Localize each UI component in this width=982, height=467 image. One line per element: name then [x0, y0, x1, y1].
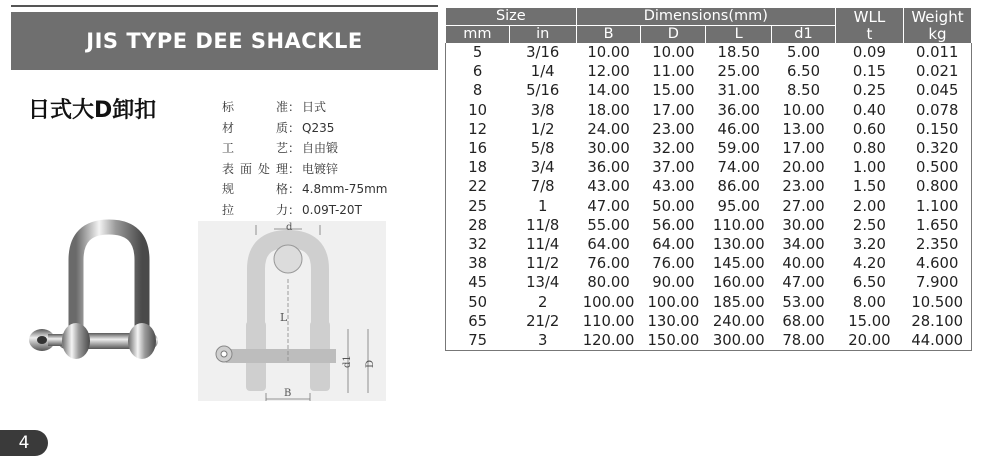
- spec-value: 日式: [302, 100, 327, 114]
- table-cell: 2: [537, 293, 548, 311]
- table-row: [446, 216, 972, 235]
- table-body: [446, 43, 972, 351]
- spec-label-char: 格: [275, 182, 288, 196]
- spec-label-char: 面: [239, 161, 252, 176]
- table-cell: 0.078: [903, 101, 971, 120]
- table-cell: 28.100: [903, 312, 971, 331]
- table-cell: 1.50: [852, 178, 886, 196]
- table-cell: 185.00: [712, 293, 765, 311]
- table-cell: 17.00: [652, 101, 695, 119]
- table-cell: 130.00: [647, 312, 700, 330]
- spec-label: [222, 138, 288, 159]
- table-cell: 28: [446, 216, 510, 235]
- table-cell: 45: [446, 273, 510, 292]
- table-cell: 34.00: [782, 236, 825, 254]
- spec-label-char: 质: [275, 120, 288, 135]
- table-cell: 1: [537, 197, 548, 215]
- shackle-photo: [18, 215, 178, 390]
- table-cell: 18.50: [717, 44, 760, 61]
- table-cell: 7/8: [530, 178, 555, 196]
- spec-label-char: 准: [275, 100, 288, 114]
- table-cell: 78.00: [772, 331, 836, 351]
- table-cell: 30.00: [587, 140, 630, 158]
- table-row: [446, 101, 972, 120]
- table-cell: 0.011: [903, 43, 971, 62]
- table-cell: 40.00: [782, 255, 825, 273]
- table-row: [446, 254, 972, 273]
- table-row: [446, 43, 972, 62]
- header-wll-unit: t: [866, 24, 873, 43]
- table-cell: 20.00: [782, 159, 825, 177]
- table-cell: 10.00: [587, 44, 630, 61]
- table-cell: 8.00: [852, 293, 886, 311]
- page-number: 4: [18, 433, 30, 453]
- spec-list: [222, 97, 387, 220]
- table-cell: 110.00: [582, 312, 635, 330]
- table-cell: 16: [446, 139, 510, 158]
- table-cell: 36.00: [717, 101, 760, 119]
- table-cell: 95.00: [717, 197, 760, 215]
- table-cell: 0.320: [903, 139, 971, 158]
- table-cell: 110.00: [712, 216, 765, 234]
- spec-label-char: 处: [257, 161, 270, 176]
- table-cell: 5.00: [787, 44, 820, 61]
- table-cell: 23.00: [782, 178, 825, 196]
- subheader-l: L: [706, 26, 772, 44]
- spec-value: 自由锻: [302, 141, 339, 155]
- table-cell: 300.00: [706, 331, 772, 351]
- table-cell: 36.00: [587, 159, 630, 177]
- table-cell: 30.00: [782, 216, 825, 234]
- table-cell: 145.00: [712, 255, 765, 273]
- table-cell: 160.00: [712, 274, 765, 292]
- table-row: [446, 235, 972, 254]
- spec-table: [445, 8, 972, 351]
- table-cell: 4.20: [852, 255, 886, 273]
- dim-label-d: d: [286, 222, 293, 233]
- product-title-en: JIS TYPE DEE SHACKLE: [86, 29, 363, 53]
- product-title-bar: [11, 12, 438, 70]
- spec-label-char: 表: [222, 161, 235, 176]
- spec-label-char: 工: [222, 141, 235, 155]
- table-cell: 0.021: [903, 62, 971, 81]
- table-cell: 37.00: [652, 159, 695, 177]
- top-rule: [11, 5, 438, 7]
- table-cell: 12: [446, 120, 510, 139]
- header-weight-label: Weight: [911, 7, 964, 26]
- spec-row: [222, 179, 387, 200]
- table-cell: 47.00: [587, 197, 630, 215]
- table-cell: 20.00: [835, 331, 903, 351]
- table-cell: 11/4: [526, 236, 560, 254]
- table-row: [446, 177, 972, 196]
- spec-row: [222, 118, 387, 139]
- table-row: [446, 120, 972, 139]
- header-wll: [835, 8, 903, 43]
- table-cell: 0.25: [852, 82, 886, 100]
- table-cell: 50: [446, 293, 510, 312]
- spec-label: [222, 97, 288, 118]
- dim-label-L: L: [280, 311, 288, 324]
- subheader-in: in: [509, 26, 576, 44]
- spec-value: 0.09T-20T: [302, 202, 362, 217]
- header-dimensions: Dimensions(mm): [576, 8, 835, 26]
- spec-colon: ：: [288, 100, 301, 114]
- subheader-mm: mm: [446, 26, 510, 44]
- spec-row: [222, 97, 387, 118]
- table-cell: 76.00: [652, 255, 695, 273]
- table-cell: 59.00: [717, 140, 760, 158]
- table-cell: 64.00: [587, 236, 630, 254]
- spec-value: Q235: [302, 120, 335, 135]
- table-cell: 65: [446, 312, 510, 331]
- table-cell: 7.900: [903, 273, 971, 292]
- spec-value: 电镀锌: [302, 161, 339, 176]
- spec-label-char: 材: [222, 120, 235, 135]
- table-row: [446, 273, 972, 292]
- dim-label-B: B: [284, 388, 292, 399]
- spec-label-char: 力: [275, 202, 288, 217]
- table-cell: 1/4: [530, 63, 555, 81]
- spec-colon: ：: [288, 182, 301, 196]
- table-cell: 31.00: [717, 82, 760, 100]
- table-cell: 12.00: [587, 63, 630, 81]
- table-cell: 4.600: [903, 254, 971, 273]
- table-cell: 44.000: [903, 331, 971, 351]
- table-cell: 32: [446, 235, 510, 254]
- table-cell: 2.350: [903, 235, 971, 254]
- table-cell: 50.00: [652, 197, 695, 215]
- table-cell: 0.150: [903, 120, 971, 139]
- table-cell: 8: [446, 81, 510, 100]
- table-cell: 3/4: [530, 159, 555, 177]
- spec-label-char: 艺: [275, 141, 288, 155]
- table-row: [446, 331, 972, 351]
- table-cell: 5/8: [530, 140, 555, 158]
- spec-label-char: 标: [222, 100, 235, 114]
- table-cell: 76.00: [587, 255, 630, 273]
- subheader-d: D: [641, 26, 706, 44]
- spec-label: [222, 118, 288, 139]
- spec-label-char: 理: [275, 161, 288, 176]
- table-cell: 43.00: [587, 178, 630, 196]
- table-cell: 46.00: [717, 120, 760, 138]
- table-cell: 130.00: [712, 236, 765, 254]
- table-cell: 11.00: [652, 63, 695, 81]
- table-cell: 120.00: [576, 331, 641, 351]
- product-title-cn: 日式大D卸扣: [28, 98, 157, 123]
- table-cell: 6: [446, 62, 510, 81]
- spec-value: 4.8mm-75mm: [302, 182, 388, 196]
- table-cell: 25: [446, 197, 510, 216]
- table-cell: 11/2: [526, 255, 560, 273]
- table-row: [446, 312, 972, 331]
- table-cell: 25.00: [717, 63, 760, 81]
- spec-row: [222, 159, 387, 180]
- spec-label: [222, 159, 288, 180]
- table-cell: 1.650: [903, 216, 971, 235]
- header-wll-label: WLL: [853, 7, 886, 26]
- table-cell: 100.00: [582, 293, 635, 311]
- table-cell: 0.500: [903, 158, 971, 177]
- table-cell: 0.15: [852, 63, 886, 81]
- table-cell: 5: [446, 43, 510, 62]
- table-cell: 32.00: [652, 140, 695, 158]
- table-cell: 22: [446, 177, 510, 196]
- table-cell: 90.00: [652, 274, 695, 292]
- table-cell: 27.00: [782, 197, 825, 215]
- spec-colon: ：: [288, 202, 301, 217]
- table-cell: 10: [446, 101, 510, 120]
- table-row: [446, 62, 972, 81]
- table-cell: 0.40: [852, 101, 886, 119]
- page-number-badge: [0, 430, 48, 456]
- header-weight: [903, 8, 971, 43]
- table-cell: 150.00: [641, 331, 706, 351]
- table-cell: 55.00: [587, 216, 630, 234]
- table-cell: 2.00: [852, 197, 886, 215]
- subheader-b: B: [576, 26, 641, 44]
- table-cell: 1/2: [530, 120, 555, 138]
- table-cell: 240.00: [712, 312, 765, 330]
- spec-label: [222, 179, 288, 200]
- table-cell: 13.00: [782, 120, 825, 138]
- table-cell: 56.00: [652, 216, 695, 234]
- table-cell: 1.100: [903, 197, 971, 216]
- table-cell: 5/16: [526, 82, 560, 100]
- table-cell: 3/8: [530, 101, 555, 119]
- table-cell: 10.500: [903, 293, 971, 312]
- header-weight-unit: kg: [928, 24, 947, 43]
- spec-label: [222, 200, 288, 221]
- table-cell: 43.00: [652, 178, 695, 196]
- table-cell: 0.60: [852, 120, 886, 138]
- spec-colon: ：: [288, 141, 301, 155]
- table-cell: 13/4: [526, 274, 560, 292]
- table-row: [446, 158, 972, 177]
- table-cell: 18: [446, 158, 510, 177]
- table-cell: 0.800: [903, 177, 971, 196]
- spec-row: [222, 200, 387, 221]
- table-cell: 74.00: [717, 159, 760, 177]
- table-cell: 3.20: [852, 236, 886, 254]
- table-cell: 15.00: [652, 82, 695, 100]
- table-cell: 10.00: [782, 101, 825, 119]
- table-cell: 1.00: [852, 159, 886, 177]
- dim-label-d1: d1: [342, 355, 353, 368]
- table-cell: 15.00: [848, 312, 891, 330]
- table-cell: 53.00: [782, 293, 825, 311]
- table-cell: 6.50: [787, 63, 820, 81]
- table-cell: 68.00: [782, 312, 825, 330]
- spec-colon: ：: [288, 120, 301, 135]
- dim-label-D: D: [365, 359, 376, 368]
- spec-colon: ：: [288, 161, 301, 176]
- table-cell: 80.00: [587, 274, 630, 292]
- table-cell: 0.045: [903, 81, 971, 100]
- table-cell: 0.09: [852, 44, 886, 61]
- table-cell: 21/2: [526, 312, 560, 330]
- subheader-d1: d1: [772, 26, 836, 44]
- table-row: [446, 139, 972, 158]
- table-row: [446, 81, 972, 100]
- table-cell: 23.00: [652, 120, 695, 138]
- table-cell: 0.80: [852, 140, 886, 158]
- table-cell: 47.00: [782, 274, 825, 292]
- table-cell: 10.00: [652, 44, 695, 61]
- table-cell: 3/16: [526, 44, 560, 61]
- spec-row: [222, 138, 387, 159]
- table-cell: 3: [509, 331, 576, 351]
- table-row: [446, 293, 972, 312]
- table-cell: 14.00: [587, 82, 630, 100]
- table-cell: 11/8: [526, 216, 560, 234]
- table-cell: 18.00: [587, 101, 630, 119]
- header-size: Size: [446, 8, 577, 26]
- spec-label-char: 拉: [222, 202, 235, 217]
- table-cell: 6.50: [852, 274, 886, 292]
- table-cell: 24.00: [587, 120, 630, 138]
- table-cell: 2.50: [852, 216, 886, 234]
- spec-label-char: 规: [222, 182, 235, 196]
- shackle-drawing: [198, 221, 386, 401]
- table-cell: 17.00: [782, 140, 825, 158]
- table-cell: 64.00: [652, 236, 695, 254]
- table-row: [446, 197, 972, 216]
- table-cell: 86.00: [717, 178, 760, 196]
- table-cell: 38: [446, 254, 510, 273]
- table-cell: 75: [446, 331, 510, 351]
- table-cell: 8.50: [787, 82, 820, 100]
- table-cell: 100.00: [647, 293, 700, 311]
